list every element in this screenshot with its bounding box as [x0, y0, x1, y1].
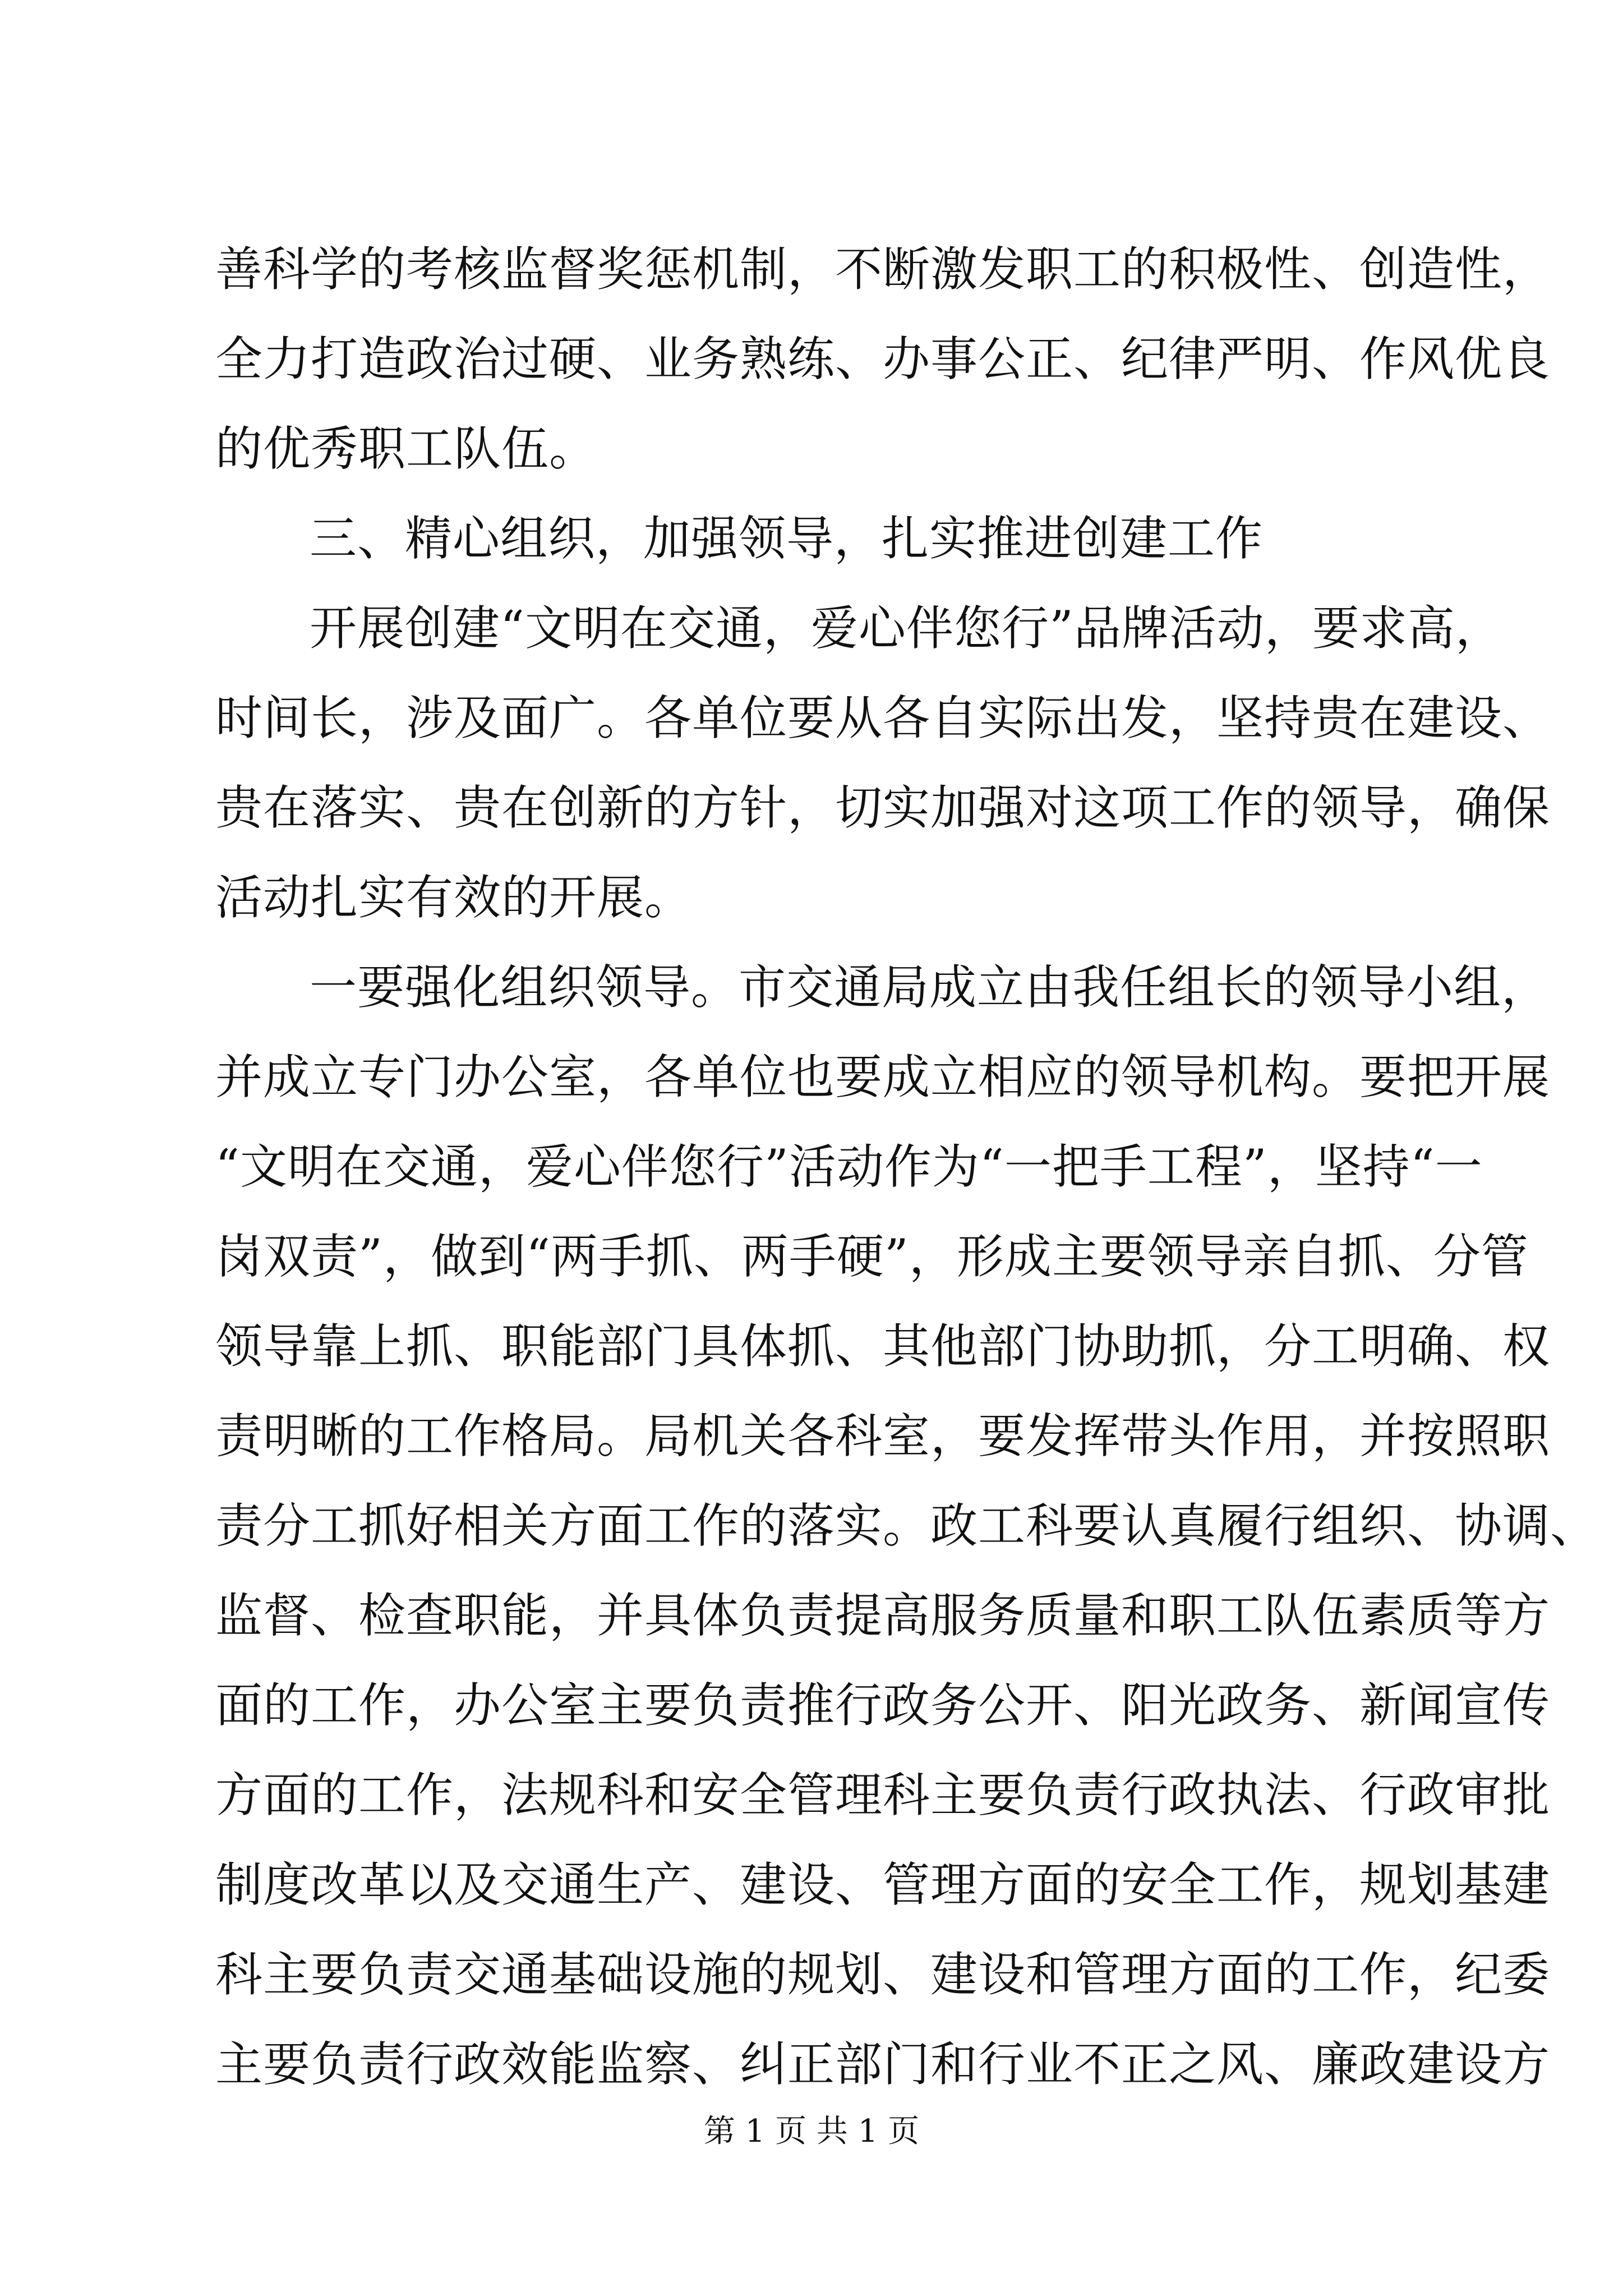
text-line-21: 主要负责行政效能监察、纠正部门和行业不正之风、廉政建设方 — [215, 2037, 1551, 2092]
text-line-14: 责明晰的工作格局。局机关各科室，要发挥带头作用，并按照职 — [215, 1409, 1551, 1464]
text-line-17: 面的工作，办公室主要负责推行政务公开、阳光政务、新闻宣传 — [215, 1678, 1551, 1733]
section-heading: 三、精心组织，加强领导，扎实推进创建工作 — [310, 511, 1264, 566]
page-number-footer: 第 1 页 共 1 页 — [703, 2113, 920, 2150]
text-line-10: 并成立专门办公室，各单位也要成立相应的领导机构。要把开展 — [215, 1050, 1551, 1105]
text-line-16: 监督、检查职能，并具体负责提高服务质量和职工队伍素质等方 — [215, 1588, 1551, 1643]
text-line-15: 责分工抓好相关方面工作的落实。政工科要认真履行组织、协调、 — [215, 1498, 1598, 1553]
text-line-19: 制度改革以及交通生产、建设、管理方面的安全工作，规划基建 — [215, 1857, 1551, 1912]
text-line-3: 的优秀职工队伍。 — [215, 421, 597, 476]
text-line-12: 岗双责”，做到“两手抓、两手硬”，形成主要领导亲自抓、分管 — [215, 1229, 1529, 1284]
text-line-20: 科主要负责交通基础设施的规划、建设和管理方面的工作，纪委 — [215, 1947, 1551, 2002]
text-line-7: 贵在落实、贵在创新的方针，切实加强对这项工作的领导，确保 — [215, 780, 1551, 835]
text-line-11: “文明在交通，爱心伴您行”活动作为“一把手工程”，坚持“一 — [215, 1139, 1483, 1194]
text-line-9: 一要强化组织领导。市交通局成立由我任组长的领导小组， — [310, 960, 1550, 1015]
body-text — [215, 224, 1598, 2109]
text-line-6: 时间长，涉及面广。各单位要从各自实际出发，坚持贵在建设、 — [215, 691, 1551, 746]
text-line-5: 开展创建“文明在交通，爱心伴您行”品牌活动，要求高， — [310, 601, 1503, 656]
text-line-2: 全力打造政治过硬、业务熟练、办事公正、纪律严明、作风优良 — [215, 332, 1551, 386]
text-line-18: 方面的工作，法规科和安全管理科主要负责行政执法、行政审批 — [215, 1768, 1551, 1823]
text-line-13: 领导靠上抓、职能部门具体抓、其他部门协助抓，分工明确、权 — [215, 1319, 1551, 1374]
text-line-1: 善科学的考核监督奖惩机制，不断激发职工的积极性、创造性， — [215, 242, 1551, 297]
text-line-8: 活动扎实有效的开展。 — [215, 870, 693, 925]
